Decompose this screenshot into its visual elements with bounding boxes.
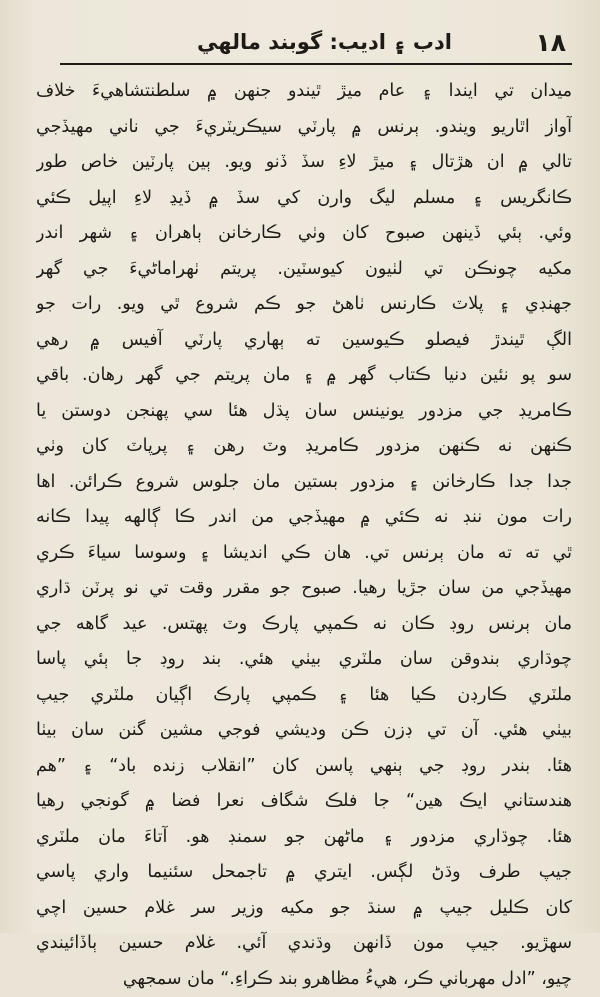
text-line: هئا. چوڌاري مزدور ۽ ماڻهن جو سمنڊ هو. آتاءَ مان ملٽري: [36, 820, 572, 856]
body-text: [36, 74, 572, 997]
text-line: هندستاني ايڪ هين“ جا فلڪ شگاف نعرا فضا ۾ گونجي رهيا: [36, 784, 572, 820]
text-line: ميدان تي ايندا ۽ عام ميڙ ٿيندو جنهن ۾ سلطنتشاهيءَ خلاف: [36, 74, 572, 110]
text-line: چوڌاري بندوقن سان ملٽري بيٺي هئي. بند روڊ جا ٻئي پاسا: [36, 642, 572, 678]
page-number: ١٨: [535, 28, 566, 57]
text-line: جهنڊي ۽ پلاٽ ڪارنس ٺاهڻ جو ڪم شروع ٿي ويو. رات جو: [36, 287, 572, 323]
text-line: رات مون ننڊ نه ڪئي ۾ مهيڏجي من اندر ڪا ڳالهه پيدا ڪانه: [36, 500, 572, 536]
text-line: تالي ۾ ان هڙتال ۽ ميڙ لاءِ سڏ ڏنو ويو. ٻين پارٽين خاص طور: [36, 145, 572, 181]
text-line: مهيڏجي من سان جڙيا رهيا. صبوح جو مقرر وقت تي نو پرٽن ڌاري: [36, 571, 572, 607]
text-line: وئي. ٻئي ڏينهن صبوح کان وٺي ڪارخانن ٻاهران ۽ شهر اندر: [36, 216, 572, 252]
text-line: چيو، ”ادل مهرباني ڪر، هيءُ مظاهرو بند ڪراءِ.“ مان سمجهي: [36, 962, 572, 997]
header-rule: [60, 63, 572, 65]
text-line: ڪامريڊ جي مزدور يونينس سان پڌل هئا سي پهنجن دوستن يا: [36, 394, 572, 430]
text-line: هئا. بندر روڊ جي ٻنهي پاسن کان ”انقلاب زنده باد“ ۽ ”هم: [36, 749, 572, 785]
text-line: الڳ ٿيندڙ فيصلو ڪيوسين ته ٻهاري پارٽي آفيس ۾ رهي: [36, 323, 572, 359]
text-line: جيپ طرف وڌڻ لڳس. ايتري ۾ تاجمحل سئنيما واري پاسي: [36, 855, 572, 891]
text-line: آواز اٿاريو ويندو. ٻرنس ۾ پارٽي سيڪريٽريءَ جي ناني مهيڏجي: [36, 110, 572, 146]
text-line: جدا جدا ڪارخانن ۽ مزدور بستين مان جلوس شروع ڪرائن. اها: [36, 465, 572, 501]
text-line: ڪانگريس ۽ مسلم ليگ وارن کي سڏ ۾ ڏيڍ لاءِ اپيل ڪئي: [36, 181, 572, 217]
text-line: بيٺي هئي. آن تي ڊزن ڪن وديشي فوجي مشين گنن سان بيٺا: [36, 713, 572, 749]
text-line: ڪنهن نه ڪنهن مزدور ڪامريڊ وٽ رهن ۽ پرپاٽ کان وٺي: [36, 429, 572, 465]
text-line: ٿي ته ته مان ٻرنس تي. هان ڪي انديشا ۽ وسوسا سياءَ ڪري: [36, 536, 572, 572]
text-line: ملٽري ڪارڊن ڪيا هئا ۽ ڪمپي پارڪ اڳيان ملٽري جيپ: [36, 678, 572, 714]
page-header: [60, 26, 572, 62]
text-line: سهڙيو. جيپ مون ڏانهن وڌندي آئي. غلام حسين ٻاڏائيندي: [36, 926, 572, 962]
text-line: سو پو نئين دنيا ڪتاب گهر ۾ ۽ مان پريتم جي گهر رهان. باقي: [36, 358, 572, 394]
text-line: کان ڪليل جيپ ۾ سنڌ جو مکيه وزير سر غلام حسين اچي: [36, 891, 572, 927]
text-line: مان ٻرنس روڊ ڪان نه ڪمپي پارڪ وٽ پهتس. عيد گاهه جي: [36, 607, 572, 643]
running-title: ادب ۽ اديب: گوبند مالهي: [197, 30, 452, 54]
text-line: مکيه چونڪن تي لٺيون کيوسٽين. پريتم ٺهراماڻيءَ جي گهر: [36, 252, 572, 288]
